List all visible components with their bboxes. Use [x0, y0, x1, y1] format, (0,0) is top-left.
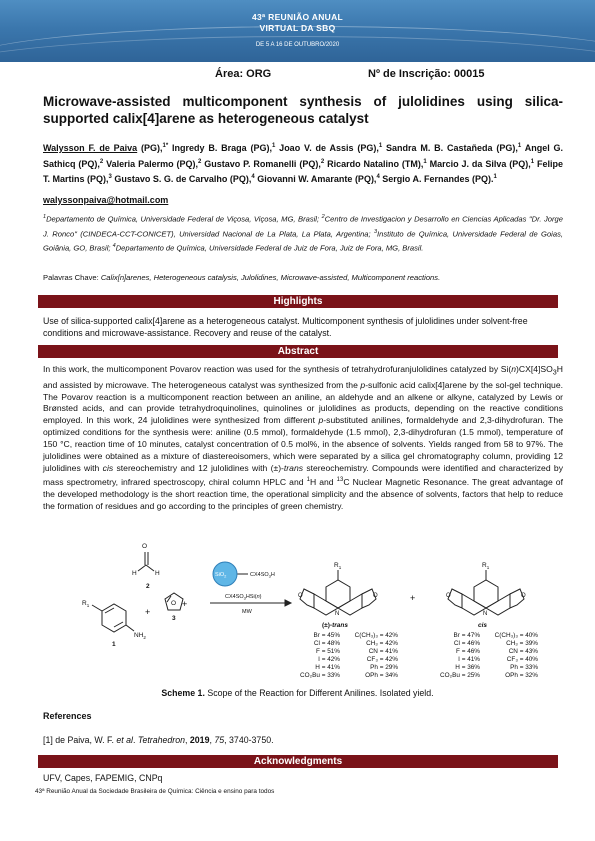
abstract-segment: p	[360, 379, 366, 390]
trans-product-structure	[300, 570, 376, 615]
abstract-segment: 1	[306, 476, 310, 483]
yield-entry: OPh = 32%	[505, 672, 538, 679]
author-affiliation-mark: 4	[251, 174, 255, 180]
author-affiliation-mark: 2	[99, 158, 104, 165]
author-role: (PQ),	[352, 174, 377, 184]
conditions-microwave: MW	[242, 609, 252, 615]
abstract-segment: n	[511, 364, 517, 374]
author-affiliation-mark: 1	[272, 143, 276, 149]
author-affiliation-mark: 1	[493, 174, 497, 180]
abstract-segment: H and assisted by microwave. The heterogeneous catalyst was synthesized from the	[43, 364, 563, 390]
catalyst-label: $CX4SO_3H$	[250, 572, 275, 579]
yield-entry: H = 41%	[315, 664, 340, 671]
author-affiliation-mark: 2	[320, 158, 325, 165]
author-affiliation-mark: 1	[378, 143, 383, 149]
trans-r1-label: $R_1$	[334, 562, 342, 570]
cis-product-structure	[448, 570, 524, 615]
reaction-scheme	[70, 537, 550, 682]
highlights-heading: Highlights	[38, 295, 558, 308]
plus-sign: +	[182, 599, 188, 609]
trans-yields-right	[355, 632, 399, 679]
page-footer: 43ª Reunião Anual da Sociedade Brasileira de Química: Ciência e ensino para todos	[35, 788, 275, 795]
acknowledgments-text: UFV, Capes, FAPEMIG, CNPq	[43, 773, 163, 783]
cis-yields-left	[440, 632, 480, 679]
yield-entry: CF₃ = 40%	[506, 656, 538, 663]
keywords	[43, 273, 563, 282]
yield-entry: I = 41%	[458, 656, 480, 663]
abstract-segment: stereochemistry. Compounds were identified and characterized by mass spectrometry, infrared spectroscopy, chiral column HPLC and	[43, 462, 563, 487]
inscription-number: Nº de Inscrição: 00015	[368, 68, 485, 80]
yield-entry: Cl = 46%	[453, 640, 480, 647]
author-name: Giovanni W. Amarante	[254, 174, 353, 184]
yield-entry: C(CH₃)₃ = 42%	[354, 632, 398, 639]
abstract-segment: )CX[4]SO	[516, 364, 553, 374]
abstract-segment: -sulfonic acid calix[4]arene by the sol-gel technique. The Povarov reaction is a multicomponent reaction between an aniline, an aldehyde and an alkene or alkyne, catalyzed by Lewis or Brønsted acids, and can provide tetrahydroquinolines, quinolines or julolidines as products, depending on the reactive conditions employed. In this work, 24 julolidines were synthesized from different	[43, 379, 563, 426]
yield-entry: Br = 45%	[313, 632, 340, 639]
aniline-nh2-label: $NH_2$	[134, 632, 146, 640]
author-role: (PQ),	[75, 158, 100, 169]
author-affiliation-mark: 1	[530, 158, 535, 165]
cis-label: cis	[478, 622, 488, 629]
author-name: Angel G. Sathicq	[43, 143, 564, 169]
trans-yields-left	[300, 632, 340, 679]
affiliation-number: 2	[321, 214, 325, 220]
author-name: Walysson F. de Paiva	[43, 143, 138, 153]
author-role: (PG),	[137, 143, 163, 153]
author-name: Felipe T. Martins	[43, 158, 564, 184]
aldehyde-h-left: H	[132, 570, 137, 577]
yield-entry: F = 46%	[456, 648, 480, 655]
yield-entry: CN = 43%	[508, 648, 538, 655]
event-banner	[0, 0, 595, 62]
sio2-label: SiO$_2$	[215, 572, 227, 579]
abstract-segment: H and	[309, 476, 337, 487]
yield-entry: OPh = 34%	[365, 672, 398, 679]
author-role: (PQ),	[296, 158, 321, 169]
trans-o-left: O	[298, 593, 303, 599]
abstract-segment: 3	[552, 368, 557, 377]
yield-entry: CH₃ = 39%	[506, 640, 538, 647]
cis-o-right: O	[521, 593, 526, 599]
yield-entry: CF₃ = 42%	[366, 656, 398, 663]
affiliation-number: 3	[373, 228, 378, 235]
affiliation-number: 4	[112, 243, 116, 250]
abstract-heading: Abstract	[38, 345, 558, 358]
caption-text: Scope of the Reaction for Different Anilines. Isolated yield.	[204, 688, 434, 698]
abstract-segment: cis	[102, 462, 114, 473]
yield-entry: Ph = 33%	[510, 664, 538, 671]
abstract-segment: -substituted anilines, formaldehyde and 2,3-dihydrofuran. The optimized conditions for the synthesis were: aniline (0.5 mmol), formaldehyde (1.5 mmol), 2,3-dihydrofuran (1.5 mmol), temperature of 150 °C, reaction time of 10 minutes, catalyst concentration of 0.5 mol%, in the absence of solvents. Yields ranged from 58 to 97%. The julolidines were obtained as a mixture of diastereoisomers, which were separated by a silica gel chromatography column, providing 12 julolidines with	[43, 415, 563, 473]
cis-r1-label: $R_1$	[482, 562, 490, 570]
area-label: Área: ORG	[215, 68, 272, 80]
abstract-segment: In this work, the multicomponent Povarov reaction was used for the synthesis of tetrahydrofuranjulolidines catalyzed by Si(	[43, 364, 512, 374]
author-affiliation-mark: 1	[423, 158, 427, 165]
yield-entry: CO₂Bu = 33%	[300, 672, 340, 679]
author-name: Valeria Palermo	[103, 158, 174, 169]
banner-line-1: 43ª REUNIÃO ANUAL	[251, 12, 344, 22]
author-role: (PG),	[353, 143, 379, 153]
scheme-caption	[0, 688, 595, 698]
trans-o-right: O	[373, 593, 378, 599]
affiliation-text: Departamento de Química, Universidade Federal de Viçosa, Viçosa, MG, Brasil;	[46, 214, 322, 224]
cis-yields-right	[495, 632, 539, 679]
author-affiliation-mark: 4	[376, 174, 380, 180]
cis-n-label: N	[483, 611, 488, 617]
abstract-segment: p	[318, 415, 324, 426]
references-heading: References	[43, 711, 92, 721]
author-affiliation-mark: 1*	[162, 143, 169, 149]
author-role: (PQ),	[506, 158, 531, 169]
author-name: Sandra M. B. Castañeda	[382, 143, 493, 153]
formaldehyde-structure	[138, 552, 154, 571]
author-name: Joao V. de Assis	[275, 143, 354, 153]
author-role: (PQ).	[469, 174, 494, 184]
cis-o-left: O	[446, 593, 451, 599]
compound-1-label: 1	[112, 641, 116, 648]
compound-2-label: 2	[146, 583, 150, 590]
banner-dates: DE 5 A 16 DE OUTUBRO/2020	[255, 42, 340, 48]
yield-entry: I = 42%	[318, 656, 340, 663]
conditions-catalyst: $CX4SO_3HSi(n)$	[225, 594, 262, 601]
abstract-text	[43, 364, 563, 512]
abstract-segment: 13	[336, 476, 344, 483]
plus-sign: +	[410, 593, 416, 603]
author-role: (PG),	[492, 143, 518, 153]
yield-entry: Br = 47%	[453, 632, 480, 639]
author-role: (PQ),	[227, 174, 252, 184]
banner-line-2: VIRTUAL DA SBQ	[259, 23, 336, 33]
author-name: Gustavo S. G. de Carvalho	[111, 174, 228, 184]
highlights-text: Use of silica-supported calix[4]arene as a heterogeneous catalyst. Multicomponent synthesis of julolidines under solvent-free conditions and microwave-assistance. Recovery and reuse of the catalyst.	[43, 316, 528, 338]
affiliation-text: Centro de Investigacion y Desarrollo en Ciencias Aplicadas "Dr. Jorge J. Ronco" (CINDECA-CCT-CONICET), Universidad Nacional de La Plata, La Plata, Argentina;	[43, 214, 563, 239]
author-affiliation-mark: 2	[198, 158, 202, 165]
author-affiliation-mark: 1	[517, 143, 522, 149]
plus-sign: +	[145, 607, 151, 617]
author-name: Ingredy B. Braga	[168, 143, 247, 153]
author-role: (TM),	[398, 158, 424, 169]
yield-entry: CH₃ = 42%	[366, 640, 398, 647]
aniline-structure	[92, 604, 134, 632]
reference-1: [1] de Paiva, W. F. et al. Tetrahedron, 2019, 75, 3740-3750.	[43, 735, 274, 745]
abstract-segment: C Nuclear Magnetic Resonance. The great advantage of the developed methodology is the short reaction time, the operational simplicity and the absence of solvents, factors that help to reduce the formation of residues and go according to the principles of green chemistry.	[43, 476, 563, 511]
yield-entry: CO₂Bu = 25%	[440, 672, 480, 679]
author-affiliation-mark: 3	[108, 174, 112, 180]
author-name: Gustavo P. Romanelli	[201, 158, 297, 169]
compound-3-label: 3	[172, 615, 176, 622]
keywords-label: Palavras Chave:	[43, 273, 101, 282]
author-name: Ricardo Natalino	[324, 158, 399, 169]
author-name: Marcio J. da Silva	[426, 158, 507, 169]
author-role: (PQ),	[173, 158, 199, 169]
yield-entry: C(CH₃)₃ = 40%	[494, 632, 538, 639]
paper-title: Microwave-assisted multicomponent synthesis of julolidines using silica-supported calix[4]arene as heterogeneous catalyst	[43, 94, 563, 126]
author-role: (PG),	[246, 143, 273, 153]
abstract-segment: stereochemistry and 12 julolidines with (±)-	[113, 462, 284, 473]
affiliation-text: Departamento de Química, Universidade Federal de Juiz de Fora, Juiz de Fora, MG, Brasil.	[115, 243, 424, 253]
affiliation-text: Instituto de Química, Universidade Federal de Goias, Goiânia, GO, Brasil;	[43, 229, 563, 253]
aldehyde-o-label: O	[142, 543, 148, 550]
yield-entry: H = 36%	[455, 664, 480, 671]
trans-label: (±)-trans	[322, 622, 348, 629]
affiliation-number: 1	[43, 214, 47, 220]
yield-entry: CN = 41%	[368, 648, 398, 655]
yield-entry: Ph = 29%	[370, 664, 398, 671]
trans-n-label: N	[335, 611, 340, 617]
yield-entry: Cl = 48%	[313, 640, 340, 647]
dihydrofuran-o-label: O	[171, 600, 177, 607]
abstract-segment: trans	[283, 462, 304, 473]
affiliations	[43, 211, 563, 255]
acknowledgments-heading: Acknowledgments	[38, 755, 558, 768]
aniline-r1-label: $R_1$	[82, 600, 90, 608]
caption-label: Scheme 1.	[161, 688, 205, 698]
author-list	[43, 140, 563, 187]
author-role: (PQ),	[84, 174, 109, 184]
aldehyde-h-right: H	[155, 570, 160, 577]
yield-entry: F = 51%	[316, 648, 340, 655]
author-email[interactable]: walyssonpaiva@hotmail.com	[43, 195, 169, 205]
author-name: Sergio A. Fernandes	[379, 174, 470, 184]
keywords-value: Calix[n]arenes, Heterogeneous catalysis, Julolidines, Microwave-assisted, Multicomponent reactions.	[100, 273, 441, 282]
